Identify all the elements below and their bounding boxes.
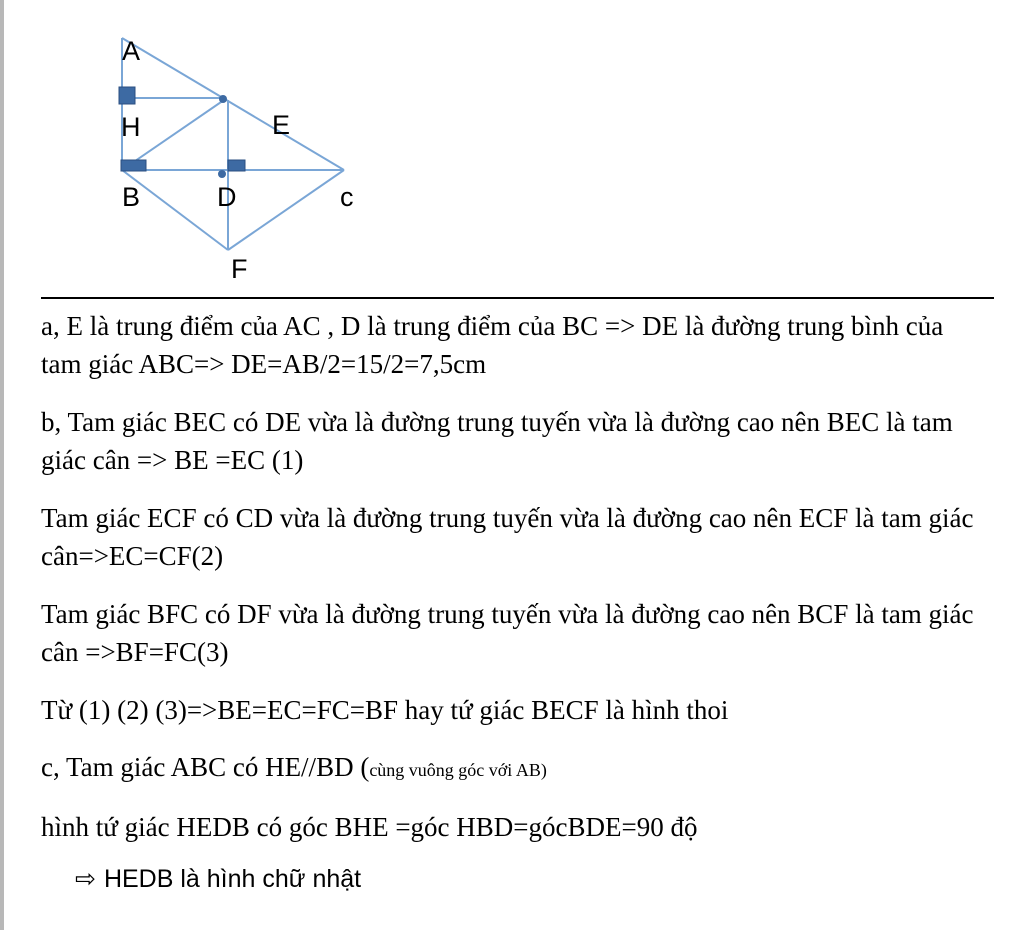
arrow-icon: ⇨ [75,865,96,893]
right-angle-marker-h [119,87,135,104]
paragraph-a: a, E là trung điểm của AC , D là trung điểm của BC => DE là đường trung bình của tam giác ABC=> DE=AB/2=15/2=7,5cm [41,311,944,379]
label-point-c: c [340,182,354,212]
label-point-b: B [122,182,141,212]
segment-cf [228,170,344,250]
geometry-diagram [0,0,420,295]
conclusion-line [75,860,361,898]
right-angle-marker-d [228,160,245,171]
separator-line [41,297,994,299]
label-point-a: A [122,36,141,66]
paragraph-b2: Tam giác ECF có CD vừa là đường trung tuyến vừa là đường cao nên ECF là tam giác cân=>EC=CF(2) [41,503,974,571]
label-point-e: E [272,110,291,140]
paragraph-c1-note: cùng vuông góc với AB) [369,760,547,780]
right-angle-marker-b [121,160,146,171]
conclusion-text: HEDB là hình chữ nhật [103,865,362,893]
label-point-h: H [121,112,141,142]
paragraph-b3: Tam giác BFC có DF vừa là đường trung tuyến vừa là đường cao nên BCF là tam giác cân =>BF=FC(3) [41,599,974,667]
point-e-dot [219,95,227,103]
paragraph-b1: b, Tam giác BEC có DE vừa là đường trung tuyến vừa là đường cao nên BEC là tam giác cân => BE =EC (1) [41,407,953,475]
segment-ac [122,38,344,170]
paragraph-b4: Từ (1) (2) (3)=>BE=EC=FC=BF hay tứ giác BECF là hình thoi [41,695,729,725]
paragraph-c1-main: c, Tam giác ABC có HE//BD ( [41,752,370,782]
paragraph-c1 [41,748,986,789]
point-d-dot [218,170,226,178]
label-point-d: D [217,182,237,212]
solution-text [41,307,986,866]
paragraph-c2: hình tứ giác HEDB có góc BHE =góc HBD=gócBDE=90 độ [41,812,698,842]
label-point-f: F [231,254,248,284]
